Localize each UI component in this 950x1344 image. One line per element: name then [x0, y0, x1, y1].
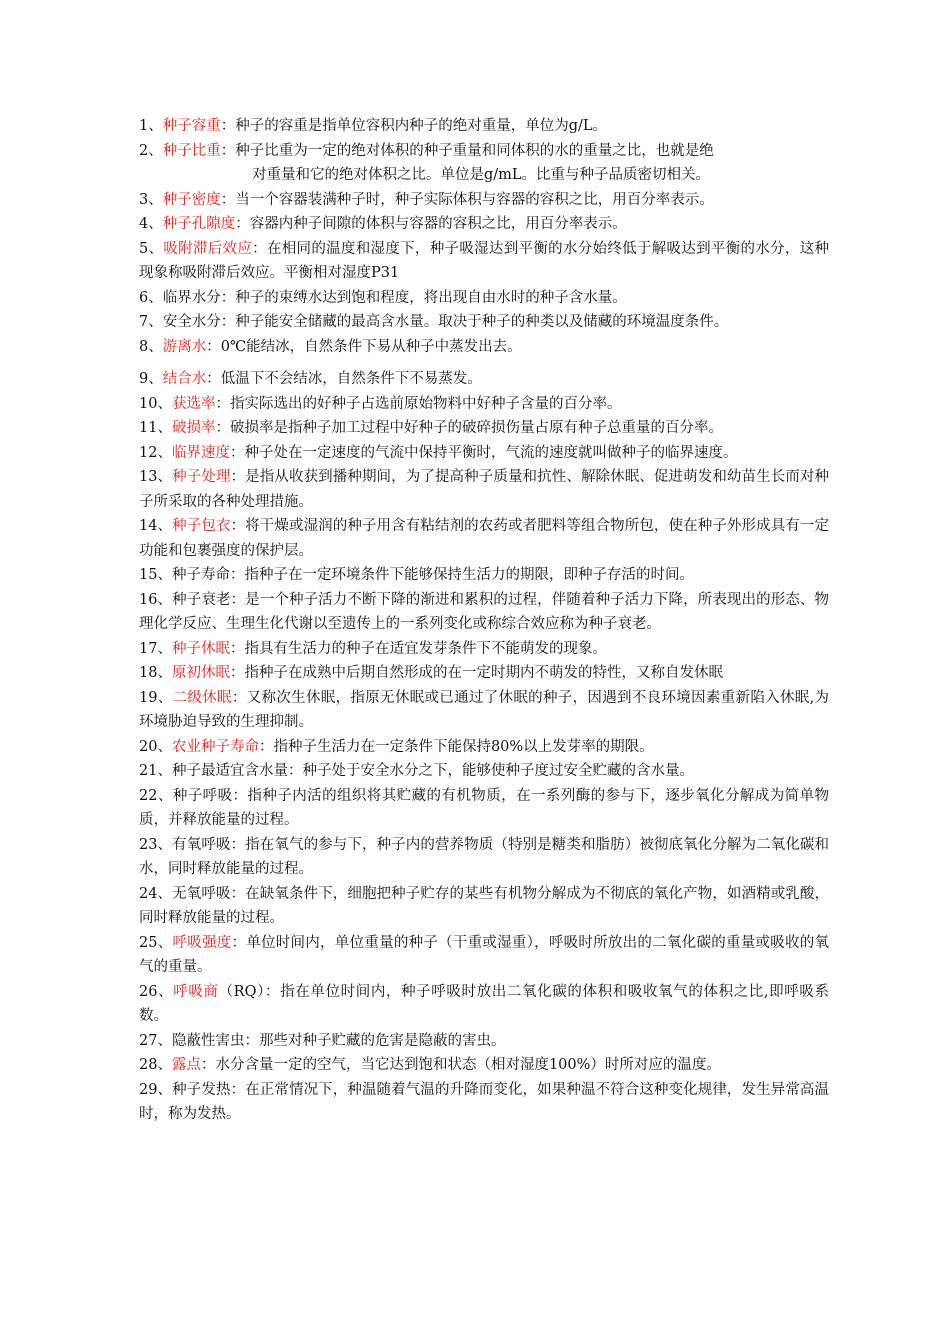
- entry-separator: ：: [258, 738, 274, 755]
- entry-definition: 水分含量一定的空气，当它达到饱和状态（相对湿度100%）时所对应的温度。: [215, 1057, 721, 1073]
- entry-separator: ：: [220, 118, 236, 134]
- entry-term: 吸附滞后效应: [163, 240, 253, 257]
- entry-number: 3、: [139, 191, 163, 208]
- glossary-entry: [139, 237, 829, 286]
- entry-definition: 种子的束缚水达到饱和程度，将出现自由水时的种子含水量。: [235, 289, 627, 306]
- entry-separator: ：: [230, 836, 246, 853]
- glossary-entry: [139, 416, 829, 441]
- entry-number: 19、: [139, 689, 173, 706]
- glossary-entry: [139, 514, 829, 563]
- entry-term: 破损率: [171, 420, 216, 436]
- glossary-entry: [139, 335, 829, 360]
- entry-term: 种子比重: [162, 142, 221, 159]
- entry-number: 8、: [139, 338, 163, 355]
- entry-separator: ：: [231, 689, 247, 706]
- entry-separator: ：: [229, 665, 245, 681]
- entry-separator: ：: [252, 240, 267, 257]
- entry-separator: ：: [229, 640, 245, 657]
- entry-separator: ：: [232, 787, 248, 804]
- entry-separator: ：: [231, 934, 247, 951]
- entry-number: 22、: [139, 787, 173, 804]
- glossary-entry: [139, 465, 829, 514]
- entry-definition-continued: 对重量和它的绝对体积之比。单位是g/mL。比重与种子品质密切相关。: [252, 167, 711, 183]
- glossary-entry: [139, 188, 829, 213]
- entry-definition: 破损率是指种子加工过程中好种子的破碎损伤量占原有种子总重量的百分率。: [229, 420, 723, 436]
- glossary-entry: [139, 1078, 829, 1127]
- entry-term: 种子衰老: [172, 591, 231, 608]
- entry-term: 呼吸强度: [172, 934, 232, 951]
- entry-number: 9、: [139, 371, 163, 387]
- entry-number: 10、: [139, 395, 172, 412]
- entry-definition: 单位时间内，单位重量的种子（干重或湿重），呼吸时所放出的二氧化碳的重量或吸收的氧气的重量。: [139, 934, 830, 975]
- entry-term: 种子容重: [162, 118, 221, 134]
- entry-term: 种子呼吸: [172, 787, 233, 804]
- entry-separator: ：: [230, 469, 246, 485]
- entry-term: 种子休眠: [171, 640, 230, 657]
- entry-number: 6、: [139, 289, 163, 306]
- entry-term: 隐蔽性害虫: [171, 1032, 245, 1049]
- entry-definition: 指具有生活力的种子在适宜发芽条件下不能萌发的现象。: [244, 640, 607, 657]
- glossary-entry: [139, 367, 829, 392]
- entry-term: 无氧呼吸: [172, 885, 231, 902]
- entry-term: 临界速度: [171, 444, 230, 461]
- glossary-entry: [139, 980, 829, 1029]
- entry-term: 种子孔隙度: [162, 216, 236, 232]
- entry-term: 原初休眠: [171, 665, 230, 681]
- entry-term: 种子密度: [162, 191, 221, 208]
- entry-definition: 在正常情况下，种温随着气温的升降而变化，如果种温不符合这种变化规律，发生异常高温时，称为发热。: [139, 1081, 830, 1122]
- glossary-entry: [139, 441, 829, 466]
- entry-definition: 种子处在一定速度的气流中保持平衡时，气流的速度就叫做种子的临界速度。: [244, 444, 738, 461]
- entry-definition: 0℃能结冰，自然条件下易从种子中蒸发出去。: [220, 338, 522, 355]
- entry-definition: 种子比重为一定的绝对体积的种子重量和同体积的水的重量之比，也就是绝: [235, 142, 714, 159]
- entry-term: 获选率: [171, 395, 216, 412]
- entry-term: 有氧呼吸: [172, 836, 231, 853]
- entry-separator: ：: [206, 338, 221, 355]
- entry-term: 游离水: [162, 338, 207, 355]
- entry-term: 二级休眠: [172, 689, 232, 706]
- entry-number: 24、: [139, 885, 173, 902]
- entry-definition: 又称次生休眠，指原无休眠或已通过了休眠的种子，因遇到不良环境因素重新陷入休眠,为环境胁迫导致的生理抑制。: [139, 689, 830, 730]
- entry-definition: 那些对种子贮藏的危害是隐蔽的害虫。: [258, 1032, 506, 1049]
- entry-number: 23、: [139, 836, 173, 853]
- entry-number: 16、: [139, 591, 173, 608]
- entry-separator: ：: [215, 395, 230, 412]
- entry-number: 5、: [139, 240, 164, 257]
- entry-definition: 将干燥或湿润的种子用含有粘结剂的农药或者肥料等组合物所包，使在种子外形成具有一定功能和包裹强度的保护层。: [139, 518, 830, 559]
- entry-term: 种子处理: [172, 469, 231, 485]
- glossary-entry: [139, 686, 829, 735]
- glossary-entry: [139, 931, 829, 980]
- entry-separator: ：: [220, 142, 236, 159]
- glossary-entry: [139, 882, 829, 931]
- entry-definition: 指种子在成熟中后期自然形成的在一定时期内不萌发的特性，又称自发休眠: [244, 665, 723, 681]
- entry-term: 安全水分: [162, 314, 221, 330]
- entry-definition: 种子的容重是指单位容积内种子的绝对重量，单位为g/L。: [235, 118, 608, 134]
- entry-term: 结合水: [162, 371, 207, 387]
- entry-separator: ：: [287, 763, 303, 779]
- glossary-entry: [139, 759, 829, 784]
- entry-separator: ：: [215, 420, 230, 436]
- glossary-list: [139, 114, 829, 1127]
- entry-number: 7、: [139, 314, 163, 330]
- entry-term: 种子寿命: [171, 567, 230, 583]
- entry-number: 14、: [139, 518, 173, 534]
- entry-separator: ：: [230, 885, 246, 902]
- entry-number: 26、: [139, 983, 174, 1000]
- entry-separator: （RQ）：: [218, 983, 281, 1000]
- entry-term: 农业种子寿命: [171, 738, 259, 755]
- entry-definition: 指种子生活力在一定条件下能保持80%以上发芽率的期限。: [273, 738, 654, 755]
- entry-separator: ：: [244, 1032, 259, 1049]
- entry-number: 18、: [139, 665, 172, 681]
- entry-number: 20、: [139, 738, 172, 755]
- glossary-entry: [139, 1053, 829, 1078]
- entry-separator: ：: [229, 444, 245, 461]
- entry-definition: 指种子在一定环境条件下能够保持生活力的期限，即种子存活的时间。: [244, 567, 694, 583]
- entry-term: 种子发热: [172, 1081, 231, 1098]
- entry-separator: ：: [220, 289, 236, 306]
- glossary-entry: [139, 310, 829, 335]
- entry-separator: ：: [230, 591, 246, 608]
- entry-separator: ：: [230, 1081, 246, 1098]
- entry-definition: 当一个容器装满种子时，种子实际体积与容器的容积之比，用百分率表示。: [235, 191, 714, 208]
- entry-number: 21、: [139, 763, 172, 779]
- glossary-entry: [139, 563, 829, 588]
- entry-separator: ：: [235, 216, 250, 232]
- entry-number: 29、: [139, 1081, 173, 1098]
- entry-separator: ：: [220, 191, 236, 208]
- entry-term: 临界水分: [162, 289, 221, 306]
- entry-separator: ：: [206, 371, 221, 387]
- glossary-entry: [139, 833, 829, 882]
- entry-number: 28、: [139, 1057, 172, 1073]
- glossary-entry: [139, 637, 829, 662]
- glossary-entry: [139, 139, 829, 188]
- glossary-entry: [139, 1029, 829, 1054]
- entry-term: 种子包衣: [172, 518, 231, 534]
- entry-separator: ：: [220, 314, 236, 330]
- entry-separator: ：: [200, 1057, 216, 1073]
- entry-number: 15、: [139, 567, 172, 583]
- entry-term: 呼吸商: [173, 983, 219, 1000]
- entry-definition: 指在单位时间内，种子呼吸时放出二氧化碳的体积和吸收氧气的体积之比,即呼吸系数。: [139, 983, 830, 1024]
- entry-definition: 是指从收获到播种期间，为了提高种子质量和抗性、解除休眠、促进萌发和幼苗生长而对种子所采取的各种处理措施。: [139, 469, 830, 510]
- entry-number: 2、: [139, 142, 163, 159]
- entry-number: 27、: [139, 1032, 172, 1049]
- entry-definition: 是一个种子活力不断下降的渐进和累积的过程，伴随着种子活力下降，所表现出的形态、物理化学反应、生理生化代谢以至遗传上的一系列变化或称综合效应称为种子衰老。: [139, 591, 830, 632]
- glossary-entry: [139, 661, 829, 686]
- entry-definition: 容器内种子间隙的体积与容器的容积之比，用百分率表示。: [249, 216, 627, 232]
- entry-definition: 低温下不会结冰，自然条件下不易蒸发。: [220, 371, 482, 387]
- entry-definition: 在相同的温度和湿度下，种子吸湿达到平衡的水分始终低于解吸达到平衡的水分，这种现象称吸附滞后效应。平衡相对湿度P31: [139, 240, 830, 281]
- entry-separator: ：: [230, 518, 246, 534]
- glossary-entry: [139, 114, 829, 139]
- glossary-entry: [139, 286, 829, 311]
- entry-number: 12、: [139, 444, 172, 461]
- glossary-entry: [139, 784, 829, 833]
- glossary-entry: [139, 588, 829, 637]
- glossary-entry: [139, 392, 829, 417]
- glossary-entry: [139, 735, 829, 760]
- entry-definition: 指实际选出的好种子占选前原始物料中好种子含量的百分率。: [229, 395, 622, 412]
- entry-definition: 指种子内活的组织将其贮藏的有机物质，在一系列酶的参与下，逐步氧化分解成为简单物质，并释放能量的过程。: [139, 787, 830, 828]
- entry-term: 种子最适宜含水量: [171, 763, 288, 779]
- entry-number: 1、: [139, 118, 163, 134]
- entry-definition: 指在氧气的参与下，种子内的营养物质（特别是糖类和脂肪）被彻底氧化分解为二氧化碳和水，同时释放能量的过程。: [139, 836, 830, 877]
- entry-definition: 种子处于安全水分之下，能够使种子度过安全贮藏的含水量。: [302, 763, 694, 779]
- glossary-entry: [139, 212, 829, 237]
- entry-number: 4、: [139, 216, 163, 232]
- entry-definition: 种子能安全储藏的最高含水量。取决于种子的种类以及储藏的环境温度条件。: [235, 314, 729, 330]
- entry-number: 11、: [139, 420, 172, 436]
- entry-number: 25、: [139, 934, 173, 951]
- entry-number: 17、: [139, 640, 172, 657]
- entry-separator: ：: [229, 567, 245, 583]
- entry-number: 13、: [139, 469, 173, 485]
- entry-definition: 在缺氧条件下，细胞把种子贮存的某些有机物分解成为不彻底的氧化产物，如酒精或乳酸，同时释放能量的过程。: [139, 885, 830, 926]
- entry-term: 露点: [171, 1057, 201, 1073]
